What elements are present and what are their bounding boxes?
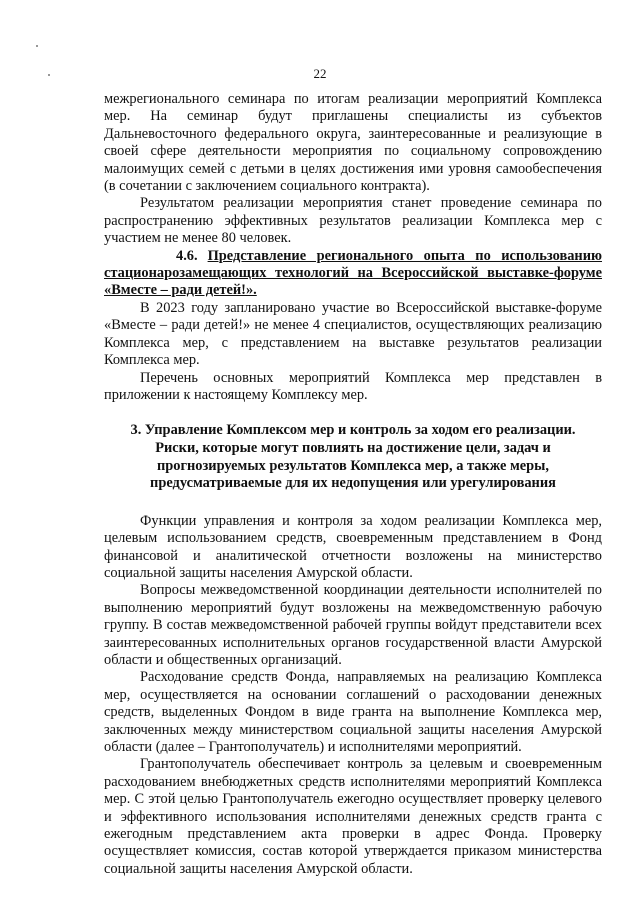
paragraph: Расходование средств Фонда, направляемых на реализацию Комплекса мер, осуществляется на основании соглашений о расходовании денежных средств, выделенных Фондом в виде гранта на выполнение Комплекса мер, заключенных между министерством социальной защиты населения Амурской области (далее – Грантополучатель) и исполнителями мероприятий. (104, 669, 602, 755)
paragraph: Грантополучатель обеспечивает контроль за целевым и своевременным расходованием внебюджетных средств исполнителями мероприятий Комплекса мер. С этой целью Грантополучатель ежегодно осуществляет проверку целевого и эффективного использования исполнителями денежных средств гранта с ежегодным представлением акта проверки в адрес Фонда. Проверку осуществляет комиссия, состав которой утверждается приказом министерства социальной защиты населения Амурской области. (104, 756, 602, 877)
paragraph: Результатом реализации мероприятия станет проведение семинара по распространению эффективных результатов реализации Комплекса мер с участием не менее 80 человек. (104, 195, 602, 247)
scan-speck (36, 45, 38, 47)
section-heading (104, 422, 602, 492)
section-heading-line: Риски, которые могут повлиять на достижение цели, задач и (155, 439, 551, 456)
subsection-number: 4.6. (176, 247, 198, 264)
section-heading-line: предусматриваемые для их недопущения или урегулирования (150, 475, 556, 492)
paragraph: Функции управления и контроля за ходом реализации Комплекса мер, целевым использованием средств, своевременным представлением в Фонд финансовой и аналитической отчетности возложены на министерство социальной защиты населения Амурской области. (104, 512, 602, 581)
paragraph: Вопросы межведомственной координации деятельности исполнителей по выполнению мероприятий будут возложены на межведомственную рабочую группу. В состав межведомственной рабочей группы войдут представители всех заинтересованных исполнительных органов государственной власти Амурской области и общественных организаций. (104, 582, 602, 668)
section-heading-line: прогнозируемых результатов Комплекса мер, а также меры, (156, 457, 550, 474)
subsection-title: Представление регионального опыта по использованию стационарозамещающих технологий на Всероссийской выставке-форуме «Вместе – ради детей!». (104, 247, 602, 299)
page-number: 22 (313, 66, 327, 81)
document-body (104, 91, 602, 878)
paragraph: Перечень основных мероприятий Комплекса мер представлен в приложении к настоящему Комплексу мер. (104, 369, 602, 403)
subsection-heading (104, 248, 602, 300)
paragraph: межрегионального семинара по итогам реализации мероприятий Комплекса мер. На семинар будут приглашены специалисты из субъектов Дальневосточного федерального округа, заинтересованные и реализующие в своей сфере деятельности мероприятия по социальному сопровождению малоимущих семей с детьми в целях достижения ими уровня самообеспечения (в сочетании с заключением социального контракта). (104, 91, 602, 195)
section-heading-line: 3. Управление Комплексом мер и контроль за ходом его реализации. (130, 422, 576, 439)
paragraph: В 2023 году запланировано участие во Всероссийской выставке-форуме «Вместе – ради детей!» не менее 4 специалистов, осуществляющих реализацию Комплекса мер, с представлением на выставке результатов реализации Комплекса мер. (104, 299, 602, 369)
